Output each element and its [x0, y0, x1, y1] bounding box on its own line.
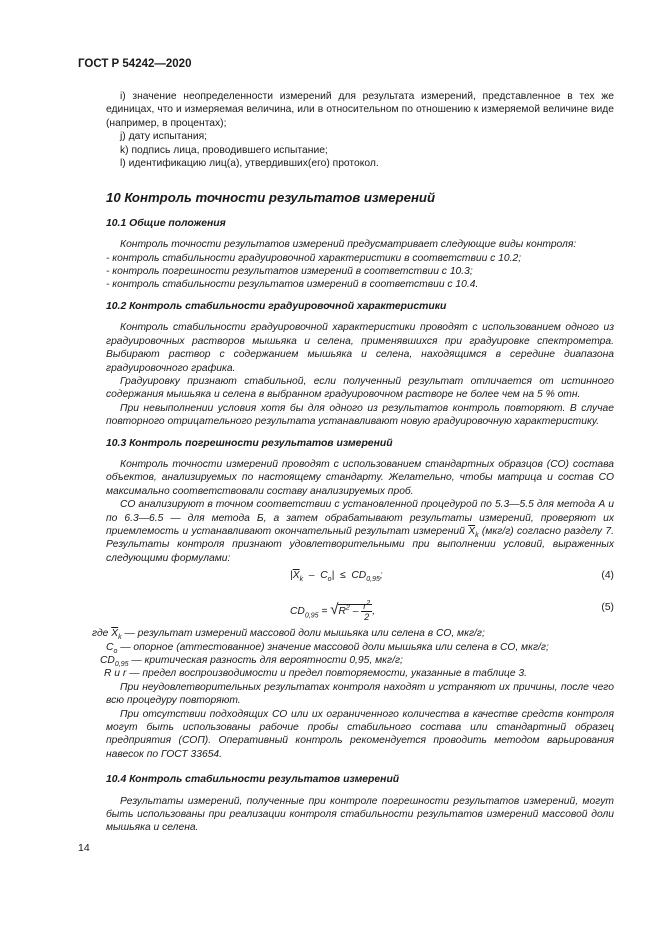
- document-header: ГОСТ Р 54242—2020: [78, 58, 192, 70]
- section-10-1-item: - контроль стабильности градуировочной характеристики в соответствии с 10.2;: [106, 252, 522, 264]
- intro-item-i: i) значение неопределенности измерений для результата измерений, представленное в тех же единицах, что и измеряемая величина, или в относительном по отношению к измеряемой величине виде (например, в процентах);: [106, 91, 614, 129]
- intro-item-k: k) подпись лица, проводившего испытание;: [120, 144, 328, 156]
- section-10-2-para: Градуировку признают стабильной, если полученный результат отличается от истинного содержания мышьяка и селена в выбранном градуировочном растворе не более чем на 5 % отн.: [106, 375, 614, 401]
- formula-5: [106, 589, 614, 627]
- page-number: 14: [78, 842, 90, 854]
- where-item: где $\overline{X}_k$ — результат измерений массовой доли мышьяка или селена в СО, мкг/г;: [92, 628, 485, 642]
- section-10-1-intro: Контроль точности результатов измерений предусматривает следующие виды контроля:: [120, 239, 577, 251]
- section-10-2-para: При невыполнении условия хотя бы для одного из результатов контроль повторяют. В случае повторного отрицательного результата устанавливают новую градуировочную характеристику.: [106, 402, 614, 428]
- section-10-2-para: Контроль стабильности градуировочной характеристики проводят с использованием одного из градуировочных растворов мышьяка и селена, применявшихся при градуировке спектрометра. Выбирают раствор с содержанием мышьяка и селена, находящимся в середине диапазона градуировочного графика.: [106, 322, 614, 374]
- section-10-4-para: Результаты измерений, полученные при контроле погрешности результатов измерений, могут быть использованы при реализации контроля стабильности результатов измерений массовой доли мышьяка и селена.: [106, 795, 614, 834]
- section-10-1-item: - контроль погрешности результатов измерений в соответствии с 10.3;: [106, 266, 473, 278]
- formula-4-number: (4): [601, 570, 614, 582]
- intro-item-j: j) дату испытания;: [120, 131, 208, 143]
- section-10-title: 10 Контроль точности результатов измерений: [106, 190, 436, 206]
- page-content: [92, 90, 614, 835]
- section-10-1-title: 10.1 Общие положения: [106, 217, 226, 229]
- intro-item-l: l) идентификацию лиц(а), утвердивших(его) протокол.: [120, 158, 379, 170]
- where-item: $C_o$ — опорное (аттестованное) значение массовой доли мышьяка или селена в СО, мкг/г;: [106, 641, 549, 655]
- section-10-3-title: 10.3 Контроль погрешности результатов измерений: [106, 437, 393, 449]
- formula-4-expression: $|\overline{X}_k - C_o| \le CD_{0,95}$;: [290, 570, 383, 584]
- where-item: R и r — предел воспроизводимости и предел повторяемости, указанные в таблице 3.: [104, 668, 527, 680]
- section-10-1-item: - контроль стабильности результатов измерений в соответствии с 10.4.: [106, 279, 479, 291]
- section-10-3-para: СО анализируют в точном соответствии с установленной процедурой по 5.3—5.5 для метода А и по 6.3—6.5 — для метода Б, а затем обрабатывают результаты измерений, проверяют их приемлемость и устанавливают окончательный результат измерений $\overline{X}_k$ (мкг/г) согласно разделу 7. Результаты контроля признают удовлетворительными при выполнении условий, выраженных следующими формулами:: [106, 499, 614, 564]
- section-10-3-para: При неудовлетворительных результатах контроля находят и устраняют их причины, после чего всю процедуру повторяют.: [106, 681, 614, 707]
- section-10-4-title: 10.4 Контроль стабильности результатов измерений: [106, 774, 400, 786]
- section-10-3-para: Контроль точности измерений проводят с использованием стандартных образцов (СО) состава объектов, анализируемых по настоящему стандарту. Желательно, чтобы матрица и состав СО максимально соответствовали составу анализируемых проб.: [106, 458, 614, 497]
- where-item: $CD_{0,95}$ — критическая разность для вероятности 0,95, мкг/г;: [100, 655, 403, 669]
- formula-5-number: (5): [601, 602, 614, 614]
- section-10-3-para: При отсутствии подходящих СО или их ограниченного количества в качестве средств контроля могут быть использованы рабочие пробы стабильного состава или стандартный образец предприятия (СОП). Оперативный контроль рекомендуется проводить методом варьирования навесок по ГОСТ 33654.: [106, 708, 614, 760]
- formula-4: [106, 565, 614, 589]
- section-10-2-title: 10.2 Контроль стабильности градуировочной характеристики: [106, 300, 447, 312]
- formula-5-expression: $CD_{0,95} = √R^2$ – $\frac{r^2}{2}$ ,: [290, 600, 376, 623]
